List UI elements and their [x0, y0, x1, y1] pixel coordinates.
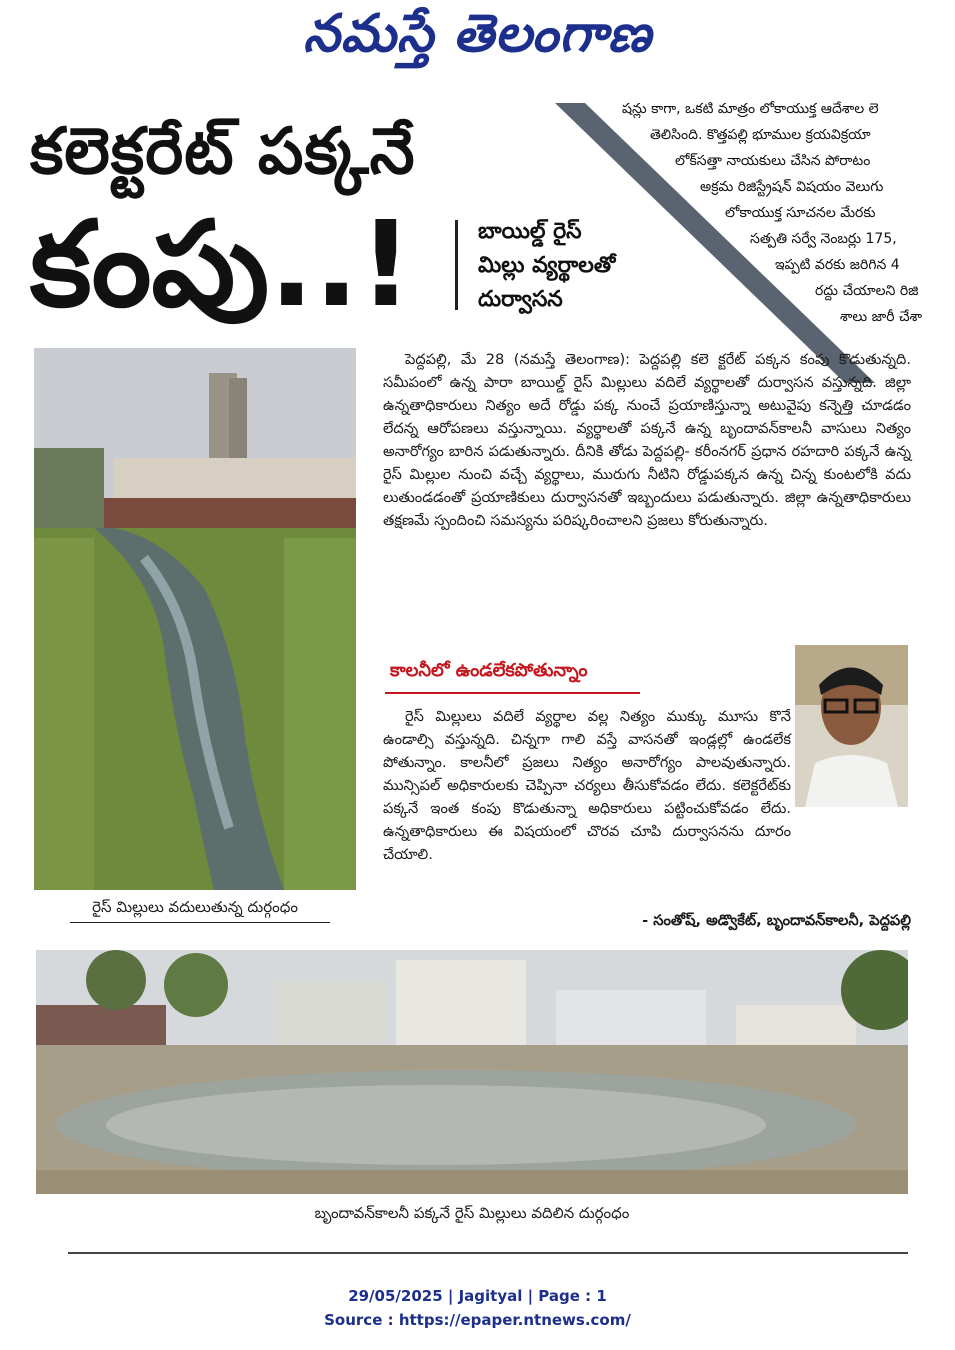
- fragment-line: రద్దు చేయాలని రిజి: [815, 283, 919, 299]
- quote-subtitle: కాలనీలో ఉండలేకపోతున్నాం: [390, 660, 588, 681]
- subtitle-underline: [385, 692, 640, 694]
- photo-drain-caption: రైస్ మిల్లులు వదులుతున్న దుర్గంధం: [92, 898, 298, 916]
- bottom-rule: [68, 1252, 908, 1254]
- adjacent-article-fragment: [600, 96, 955, 330]
- photo-pond: [36, 950, 908, 1194]
- subhead-line: దుర్వాసన: [478, 287, 563, 312]
- article-paragraph: పెద్దపల్లి, మే 28 (నమస్తే తెలంగాణ): పెద్దపల్లి కలె క్టరేట్ పక్కన కంపు కొడుతున్నది. సమీపంలో ఉన్న పారా బాయిల్డ్ రైస్ మిల్లులు వదిలే వ్యర్థాలతో దుర్వాసన వస్తున్నది. జిల్లా ఉన్నతాధికారులు నిత్యం అదే రోడ్డు పక్క నుంచే ప్రయాణిస్తున్నా అటువైపు కన్నెత్తి చూడడం లేదన్న ఆరోపణలు వస్తున్నాయి. వ్యర్థాలతో పక్కనే ఉన్న బృందావన్‌కాలనీ వాసులు నిత్యం అనారోగ్యం బారిన పడుతున్నారు. దీనికి తోడు పెద్దపల్లి- కరీంనగర్ ప్రధాన రహదారి పక్కనే ఉన్న రైస్ మిల్లుల నుంచి వచ్చే వ్యర్థాలు, మురుగు నీటిని రోడ్డుపక్కన ఉన్న చిన్న కుంటలోకి వదు లుతుండడంతో ప్రయాణికులు దుర్వాసనతో ఇబ్బందులు పడుతున్నారు. జిల్లా ఉన్నతాధికారులు తక్షణమే స్పందించి సమస్యను పరిష్కరించాలని ప్రజలు కోరుతున్నారు.: [383, 351, 911, 529]
- headline-line-1: కలెక్టరేట్ పక్కనే: [30, 115, 416, 189]
- headline-divider: [455, 220, 458, 310]
- quote-paragraph: రైస్ మిల్లులు వదిలే వ్యర్థాల వల్ల నిత్యం ముక్కు మూసు కొనే ఉండాల్సి వస్తున్నది. చిన్నగా గాలి వస్తే వాసనతో ఇండ్లల్లో ఉండలేక పోతున్నాం. కాలనీలో ప్రజలు నిత్యం అనారోగ్యం పాలవుతున్నారు. మున్సిపల్ అధికారులకు చెప్పినా చర్యలు తీసుకోవడం లేదు. కలెక్టరేట్‌కు పక్కనే ఇంత కంపు కొడుతున్నా అధికారులు పట్టించుకోవడం లేదు. ఉన్నతాధికారులు ఈ విషయంలో చొరవ చూపి దుర్వాసనను దూరం చేయాలి.: [383, 708, 791, 863]
- article-body: [383, 348, 911, 532]
- headline-line-2: కంపు..!: [30, 195, 413, 333]
- edition-info: 29/05/2025 | Jagityal | Page : 1: [348, 1287, 607, 1305]
- quote-body: [383, 705, 911, 866]
- source-link[interactable]: Source : https://epaper.ntnews.com/: [324, 1311, 631, 1329]
- quote-attribution: - సంతోష్, అడ్వొకేట్, బృందావన్‌కాలనీ, పెద్దపల్లి: [642, 912, 911, 929]
- fragment-line: ఇప్పటి వరకు జరిగిన 4: [775, 257, 900, 273]
- photo-pond-caption: బృందావన్‌కాలనీ పక్కనే రైస్ మిల్లులు వదిలిన దుర్గంధం: [314, 1204, 630, 1222]
- subhead-line: బాయిల్డ్ రైస్: [478, 219, 582, 244]
- fragment-line: లోక్‌సత్తా నాయకులు చేసిన పోరాటం: [675, 153, 871, 169]
- fragment-line: లోకాయుక్త సూచనల మేరకు: [725, 205, 876, 221]
- fragment-line: శాలు జారీ చేశా: [840, 309, 922, 325]
- fragment-line: అక్రమ రిజిస్ట్రేషన్ విషయం వెలుగు: [700, 179, 884, 195]
- subheadline: [478, 215, 615, 317]
- fragment-line: తెలిసింది. కొత్తపల్లి భూముల క్రయవిక్రయా: [650, 127, 871, 143]
- caption-underline: [70, 922, 330, 923]
- masthead-logo: నమస్తే తెలంగాణ: [303, 4, 652, 64]
- fragment-line: షన్లు కాగా, ఒకటి మాత్రం లోకాయుక్త ఆదేశాల లె: [622, 101, 879, 117]
- fragment-line: సత్పతి సర్వే నెంబర్లు 175,: [750, 231, 897, 247]
- subhead-line: మిల్లు వ్యర్థాలతో: [478, 253, 616, 278]
- photo-drain: [34, 348, 356, 890]
